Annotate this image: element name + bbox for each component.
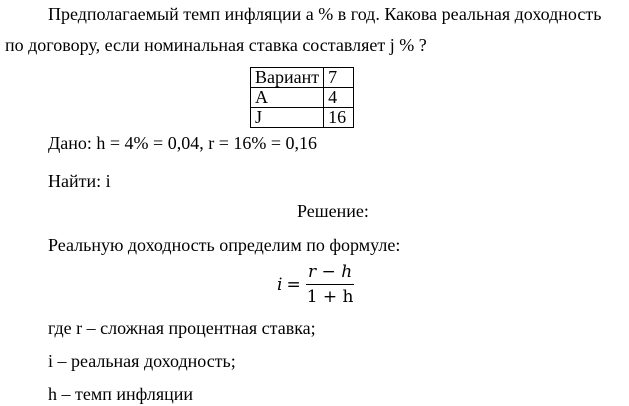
table-cell: 4 <box>324 88 354 108</box>
definition-r: где r – сложная процентная ставка; <box>48 318 316 338</box>
table-row <box>251 108 354 128</box>
definition-h: h – темп инфляции <box>48 384 194 404</box>
formula-numerator: r − h <box>306 262 354 285</box>
variant-table <box>250 67 354 128</box>
table-cell: А <box>251 88 324 108</box>
given-line: Дано: h = 4% = 0,04, r = 16% = 0,16 <box>48 133 317 153</box>
formula-lhs: i <box>277 274 283 295</box>
formula-equals: = <box>286 274 301 295</box>
solution-heading: Решение: <box>297 201 369 221</box>
table-row <box>251 68 354 88</box>
problem-line-2: по договору, если номинальная ставка составляет j % ? <box>5 35 427 55</box>
formula-denominator: 1 + h <box>306 287 354 308</box>
table-cell: Вариант <box>251 68 324 88</box>
definition-i: i – реальная доходность; <box>48 351 236 371</box>
problem-line-1: Предполагаемый темп инфляции а % в год. Какова реальная доходность <box>48 4 602 24</box>
table-cell: J <box>251 108 324 128</box>
formula-fraction <box>305 262 356 308</box>
formula-intro: Реальную доходность определим по формуле: <box>48 235 401 255</box>
table-cell: 7 <box>324 68 354 88</box>
table-row <box>251 88 354 108</box>
find-line: Найти: i <box>48 171 111 191</box>
inflation-formula <box>277 262 356 308</box>
table-cell: 16 <box>324 108 354 128</box>
